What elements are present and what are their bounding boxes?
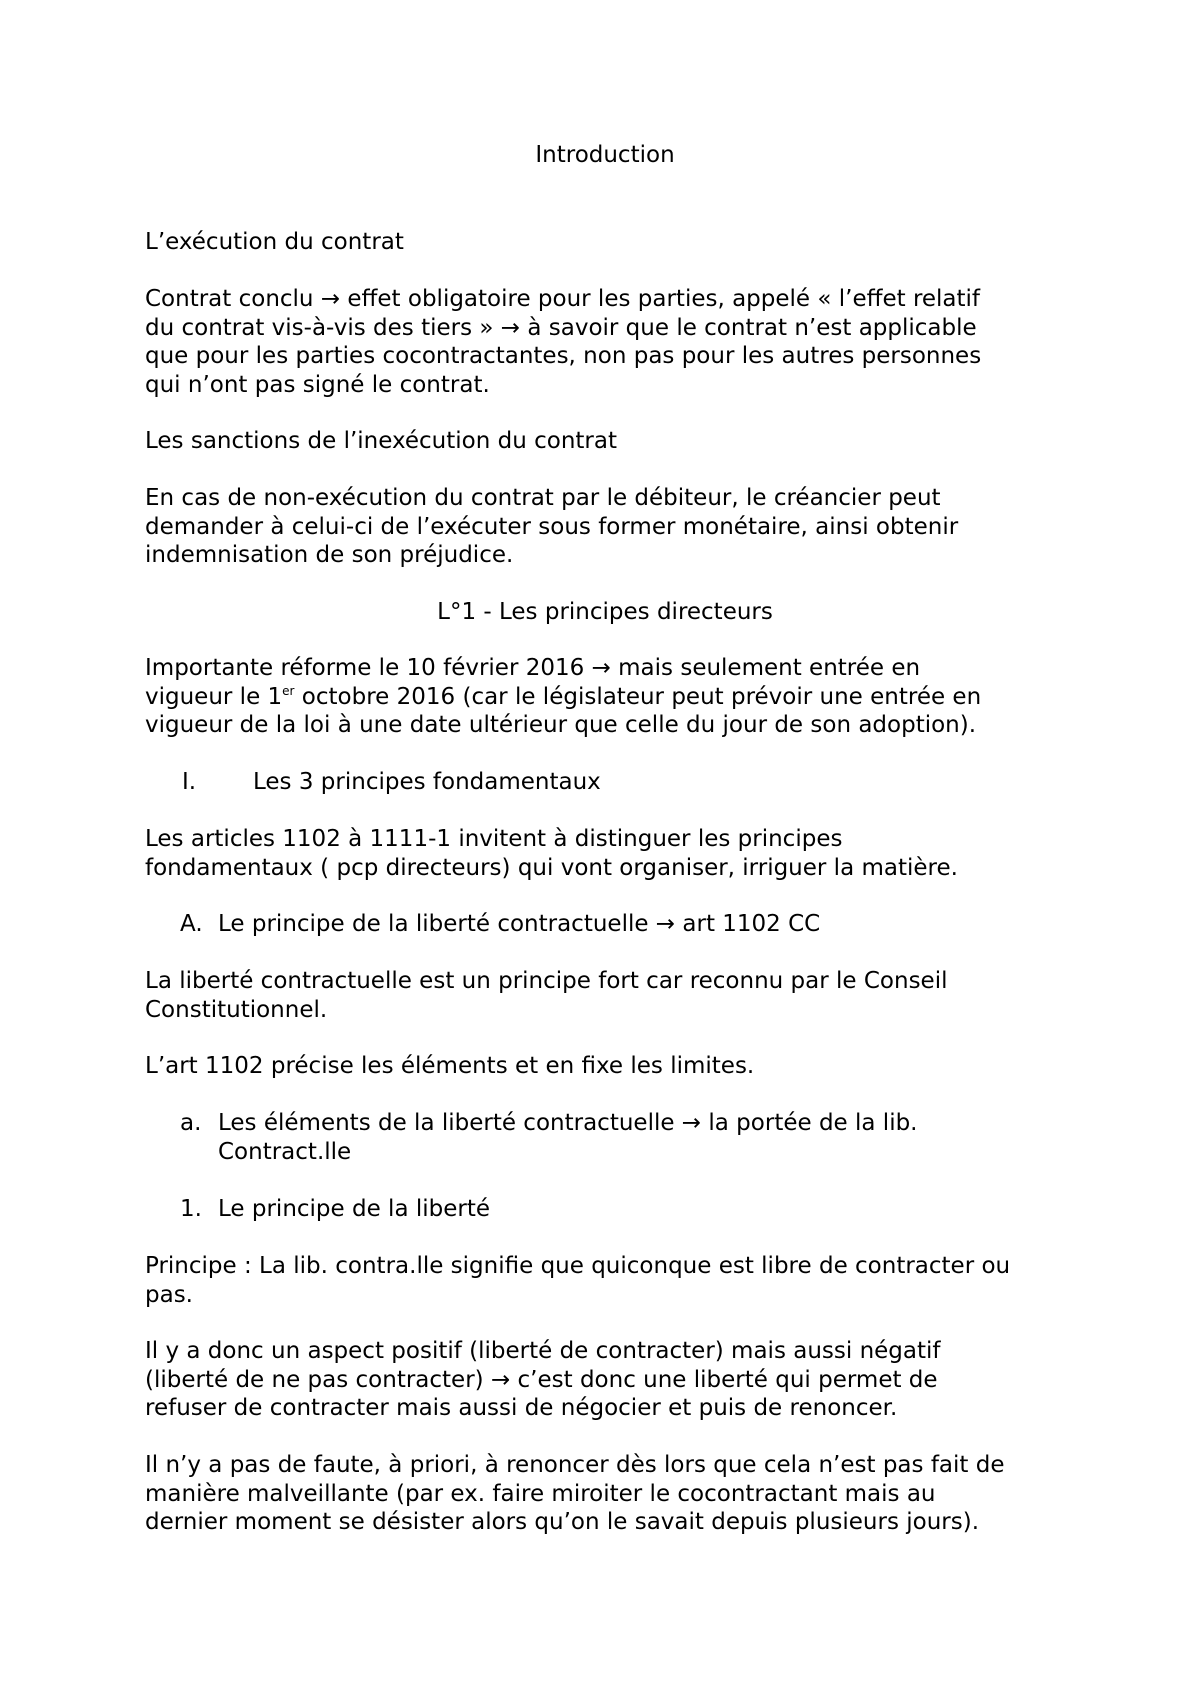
text-line: En cas de non-exécution du contrat par le débiteur, le créancier peut: [145, 485, 941, 511]
text-line: [145, 683, 1065, 712]
text-line: Contrat conclu → effet obligatoire pour les parties, appelé « l’effet relatif: [145, 286, 981, 312]
heading-A-number: A.: [180, 911, 203, 937]
document-title: Introduction: [535, 142, 675, 168]
text-line: Il y a donc un aspect positif (liberté de contracter) mais aussi négatif: [145, 1338, 941, 1364]
text-segment: octobre 2016 (car le législateur peut prévoir une entrée en: [294, 683, 982, 710]
text-line: Contract.lle: [218, 1138, 352, 1165]
superscript: er: [282, 683, 295, 698]
heading-1-number: 1.: [180, 1196, 202, 1222]
heading-I-number: I.: [182, 769, 197, 795]
text-line: vigueur de la loi à une date ultérieur que celle du jour de son adoption).: [145, 712, 977, 738]
text-line: demander à celui-ci de l’exécuter sous former monétaire, ainsi obtenir: [145, 513, 959, 540]
text-line: Principe : La lib. contra.lle signifie que quiconque est libre de contracter ou: [145, 1253, 1011, 1279]
heading-I-text: Les 3 principes fondamentaux: [253, 769, 601, 795]
paragraph-effet-relatif: [145, 285, 1065, 399]
section-heading-execution: L’exécution du contrat: [145, 229, 404, 255]
paragraph-non-execution: [145, 484, 1065, 570]
paragraph-art-1102: L’art 1102 précise les éléments et en fixe les limites.: [145, 1053, 755, 1079]
text-line: La liberté contractuelle est un principe fort car reconnu par le Conseil: [145, 968, 948, 994]
heading-a-text: [218, 1109, 1065, 1166]
text-line: du contrat vis-à-vis des tiers » → à savoir que le contrat n’est applicable: [145, 314, 977, 341]
paragraph-articles: [145, 825, 1065, 882]
text-line: qui n’ont pas signé le contrat.: [145, 371, 490, 398]
text-line: refuser de contracter mais aussi de négocier et puis de renoncer.: [145, 1395, 898, 1421]
heading-1-text: Le principe de la liberté: [218, 1196, 491, 1222]
text-line: fondamentaux ( pcp directeurs) qui vont organiser, irriguer la matière.: [145, 854, 958, 881]
paragraph-liberte-contractuelle: [145, 967, 1065, 1024]
document-page: [145, 0, 1065, 1698]
text-line: que pour les parties cocontractantes, non pas pour les autres personnes: [145, 343, 982, 369]
paragraph-reforme: [145, 654, 1065, 740]
text-line: Constitutionnel.: [145, 996, 328, 1023]
text-line: Les éléments de la liberté contractuelle → la portée de la lib.: [218, 1110, 918, 1136]
text-line: indemnisation de son préjudice.: [145, 542, 514, 568]
text-line: Il n’y a pas de faute, à priori, à renoncer dès lors que cela n’est pas fait de: [145, 1452, 1005, 1478]
text-line: (liberté de ne pas contracter) → c’est donc une liberté qui permet de: [145, 1366, 938, 1393]
paragraph-principe: [145, 1252, 1065, 1309]
text-line: dernier moment se désister alors qu’on le savait depuis plusieurs jours).: [145, 1509, 980, 1535]
text-segment: vigueur le 1: [145, 683, 283, 710]
text-line: pas.: [145, 1281, 193, 1308]
heading-a-number: a.: [180, 1110, 202, 1136]
text-line: manière malveillante (par ex. faire miroiter le cocontractant mais au: [145, 1480, 936, 1507]
lesson-heading: L°1 - Les principes directeurs: [437, 599, 773, 625]
paragraph-faute: [145, 1451, 1065, 1537]
paragraph-aspect-positif: [145, 1337, 1065, 1423]
heading-A-text: Le principe de la liberté contractuelle → art 1102 CC: [218, 911, 821, 937]
text-line: Les articles 1102 à 1111-1 invitent à distinguer les principes: [145, 826, 843, 852]
section-heading-sanctions: Les sanctions de l’inexécution du contrat: [145, 428, 617, 454]
text-line: Importante réforme le 10 février 2016 → mais seulement entrée en: [145, 655, 921, 681]
